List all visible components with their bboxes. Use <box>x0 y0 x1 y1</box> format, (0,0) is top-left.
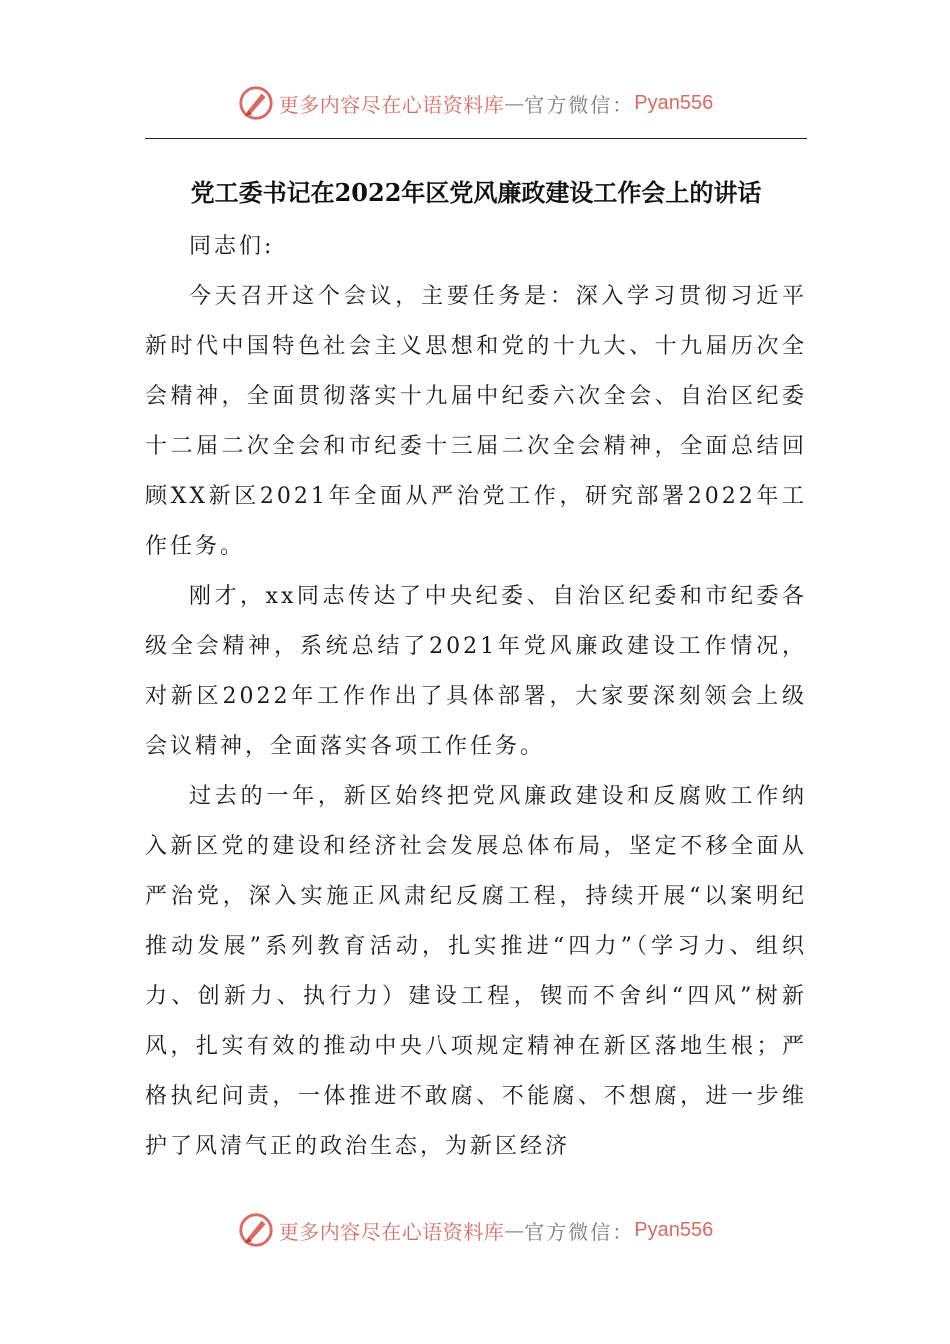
banner-main-text: 更多内容尽在心语资料库 <box>278 92 505 117</box>
banner-dash: — <box>504 91 525 115</box>
paragraph: 刚才，xx同志传达了中央纪委、自治区纪委和市纪委各级全会精神，系统总结了2021年党风廉政建设工作情况，对新区2022年工作作出了具体部署，大家要深刻领会上级会议精神，全面落实各项工作任务。 <box>145 584 807 759</box>
banner-dash: — <box>504 1218 525 1242</box>
document-title: 党工委书记在2022年区党风廉政建设工作会上的讲话 <box>190 178 762 207</box>
pen-nib-circle-logo-icon <box>237 1211 275 1249</box>
paragraph: 过去的一年，新区始终把党风廉政建设和反腐败工作纳入新区党的建设和经济社会发展总体布局，坚定不移全面从严治党，深入实施正风肃纪反腐工程，持续开展“以案明纪推动发展”系列教育活动，扎实推进“四力”（学习力、组织力、创新力、执行力）建设工程，锲而不舍纠“四风”树新风，扎实有效的推动中央八项规定精神在新区落地生根；严格执纪问责，一体推进不敢腐、不能腐、不想腐，进一步维护了风清气正的政治生态，为新区经济 <box>145 784 807 1159</box>
header-banner <box>0 78 950 128</box>
document-body <box>145 222 807 1172</box>
banner-aux-text: 官方微信： <box>524 1219 635 1244</box>
header-rule <box>145 138 807 139</box>
pen-nib-circle-logo-icon <box>237 84 275 122</box>
footer-banner <box>0 1205 950 1255</box>
salutation: 同志们: <box>189 234 275 259</box>
banner-main-text: 更多内容尽在心语资料库 <box>278 1219 505 1244</box>
banner-wechat-id: Pyan556 <box>634 91 714 114</box>
banner-aux-text: 官方微信： <box>524 92 635 117</box>
banner-wechat-id: Pyan556 <box>634 1218 714 1241</box>
paragraph: 今天召开这个会议，主要任务是：深入学习贯彻习近平新时代中国特色社会主义思想和党的十九大、十九届历次全会精神，全面贯彻落实十九届中纪委六次全会、自治区纪委十二届二次全会和市纪委十三届二次全会精神，全面总结回顾XX新区2021年全面从严治党工作，研究部署2022年工作任务。 <box>145 284 807 559</box>
